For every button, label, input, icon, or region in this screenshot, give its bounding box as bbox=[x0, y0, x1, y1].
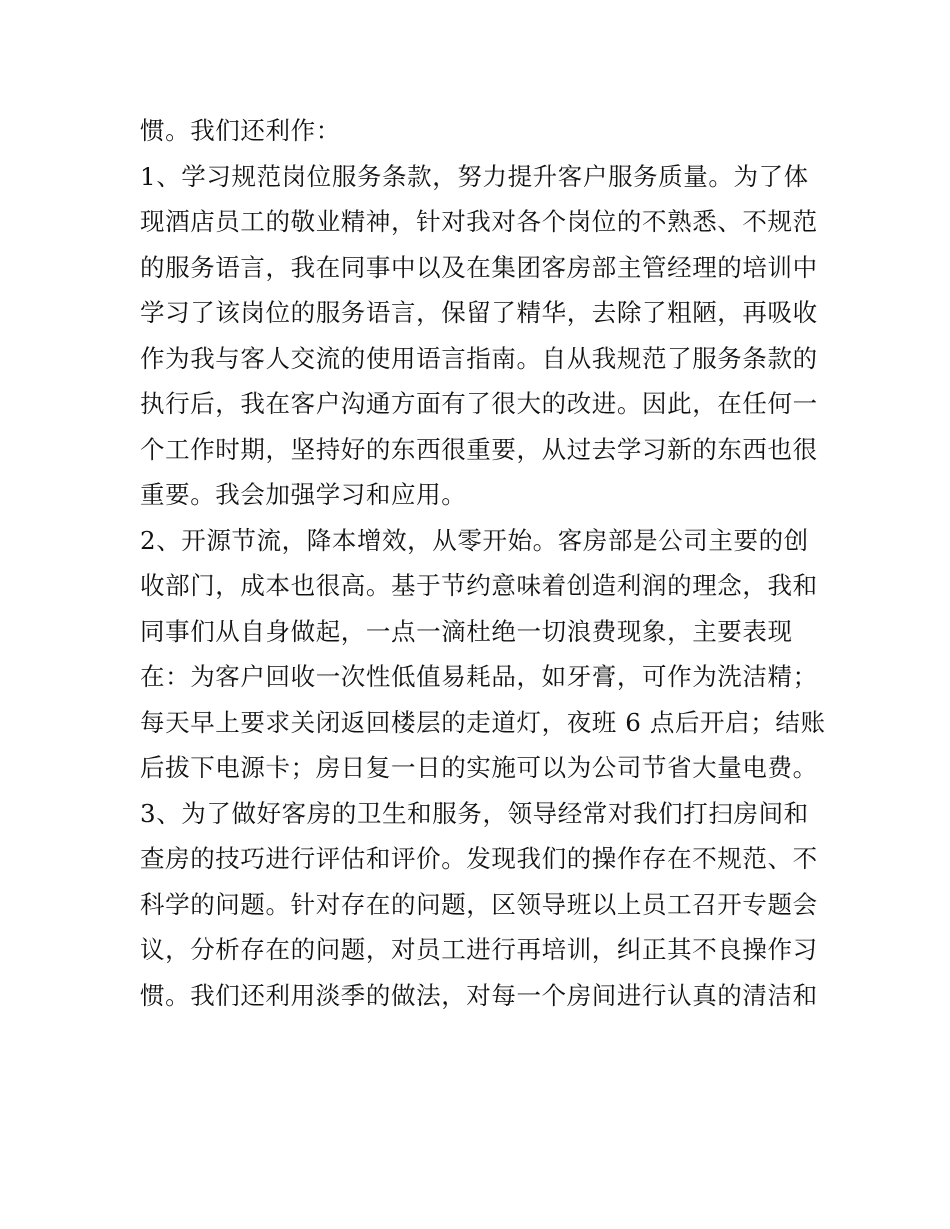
text-line: 在：为客户回收一次性低值易耗品，如牙膏，可作为洗洁精； bbox=[140, 662, 818, 691]
text-line: 执行后，我在客户沟通方面有了很大的改进。因此，在任何一 bbox=[140, 389, 818, 418]
text-line: 惯。我们还利用淡季的做法，对每一个房间进行认真的清洁和 bbox=[140, 980, 818, 1010]
text-line: 作为我与客人交流的使用语言指南。自从我规范了服务条款的 bbox=[140, 343, 818, 373]
document-body bbox=[140, 108, 826, 1018]
text-line: 学习了该岗位的服务语言，保留了精华，去除了粗陋，再吸收 bbox=[140, 298, 818, 327]
text-line: 个工作时期，坚持好的东西很重要，从过去学习新的东西也很 bbox=[140, 434, 818, 464]
text-line: 1、学习规范岗位服务条款，努力提升客户服务质量。为了体 bbox=[140, 161, 809, 191]
text-line: 每天早上要求关闭返回楼层的走道灯，夜班 6 点后开启；结账 bbox=[140, 707, 826, 737]
text-line: 议，分析存在的问题，对员工进行再培训，纠正其不良操作习 bbox=[140, 935, 818, 964]
text-line: 的服务语言，我在同事中以及在集团客房部主管经理的培训中 bbox=[140, 252, 818, 282]
text-line: 同事们从自身做起，一点一滴杜绝一切浪费现象，主要表现 bbox=[140, 616, 793, 646]
text-line: 惯。我们还利作： bbox=[140, 116, 341, 145]
text-line: 后拔下电源卡；房日复一日的实施可以为公司节省大量电费。 bbox=[140, 753, 818, 782]
text-line: 科学的问题。针对存在的问题，区领导班以上员工召开专题会 bbox=[140, 889, 818, 919]
text-line: 现酒店员工的敬业精神，针对我对各个岗位的不熟悉、不规范 bbox=[140, 207, 818, 236]
text-line: 查房的技巧进行评估和评价。发现我们的操作存在不规范、不 bbox=[140, 844, 818, 873]
text-line: 收部门，成本也很高。基于节约意味着创造利润的理念，我和 bbox=[140, 571, 818, 600]
text-line: 2、开源节流，降本增效，从零开始。客房部是公司主要的创 bbox=[140, 525, 809, 555]
text-line: 3、为了做好客房的卫生和服务，领导经常对我们打扫房间和 bbox=[140, 798, 809, 828]
text-line: 重要。我会加强学习和应用。 bbox=[140, 480, 467, 509]
